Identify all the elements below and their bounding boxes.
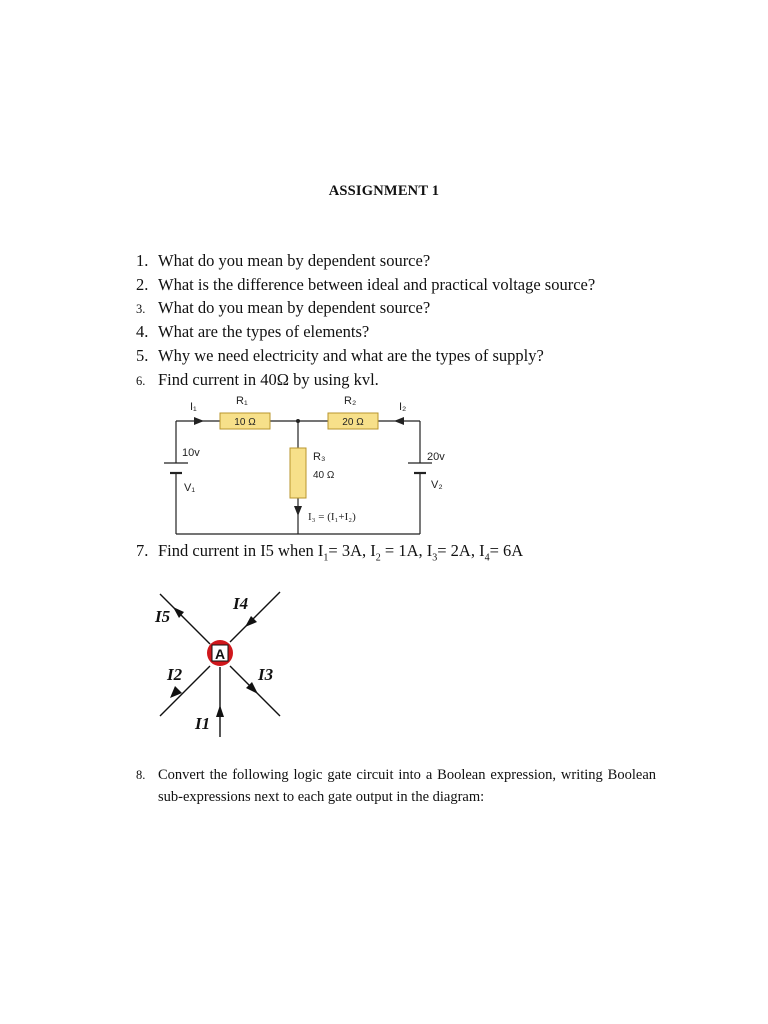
- subscript: 3: [432, 552, 438, 564]
- kvl-circuit-diagram: [150, 392, 450, 542]
- question-1: [136, 251, 430, 271]
- label-r2-value: 20 Ω: [342, 417, 364, 428]
- label-v2-value: 20v: [427, 451, 445, 463]
- question-text: What do you mean by dependent source?: [158, 298, 431, 317]
- resistor-r3: [290, 448, 306, 498]
- question-7: [136, 541, 523, 568]
- arrow-icon-i1: [216, 705, 224, 717]
- question-5: [136, 346, 544, 366]
- question-number: 8.: [136, 768, 146, 782]
- question-text: Why we need electricity and what are the types of supply?: [158, 346, 544, 365]
- page-title: ASSIGNMENT 1: [328, 183, 440, 199]
- subscript: 1: [323, 552, 329, 564]
- question-number: 6.: [136, 374, 146, 388]
- question-number: 1.: [136, 251, 149, 270]
- question-text: = 1A, I: [380, 541, 433, 560]
- question-text: Find current in 40Ω by using kvl.: [158, 370, 379, 389]
- label-r3-value: 40 Ω: [313, 470, 335, 481]
- question-number: 3.: [136, 302, 146, 316]
- question-number: 4.: [136, 322, 149, 341]
- question-text: = 3A, I: [328, 541, 376, 560]
- arrow-right-icon: [194, 417, 204, 425]
- label-r1: R₁: [236, 395, 248, 407]
- subscript: 2: [375, 552, 381, 564]
- question-text: What do you mean by dependent source?: [158, 251, 431, 270]
- label-i4: I4: [233, 594, 249, 613]
- label-r1-value: 10 Ω: [234, 417, 256, 428]
- question-text: Convert the following logic gate circuit into a Boolean expression, writing Boolean sub-expressions next to each gate output in the diagram:: [158, 767, 656, 805]
- label-r2: R₂: [344, 395, 357, 407]
- question-text: = 2A, I: [437, 541, 485, 560]
- label-v1-value: 10v: [182, 447, 200, 459]
- label-i1: I₁: [190, 401, 197, 413]
- label-v2: V₂: [431, 479, 443, 491]
- subscript: 4: [484, 552, 490, 564]
- label-i3: I3: [258, 665, 274, 684]
- kcl-node-diagram: [145, 582, 295, 742]
- question-text: = 6A: [489, 541, 524, 560]
- question-number: 5.: [136, 346, 149, 365]
- label-i2: I2: [167, 665, 183, 684]
- label-i1: I1: [195, 714, 211, 733]
- arrow-left-icon: [394, 417, 404, 425]
- question-3: [136, 298, 430, 319]
- question-6: [136, 370, 379, 391]
- question-text: What is the difference between ideal and practical voltage source?: [158, 275, 596, 294]
- label-i2: I₂: [399, 401, 407, 413]
- question-number: 7.: [136, 541, 149, 560]
- label-i5: I5: [155, 607, 171, 626]
- arrow-down-icon: [294, 506, 302, 516]
- node-label: A: [214, 646, 226, 662]
- label-i3: I₃ = (I₁+I₂): [308, 511, 356, 523]
- question-text: What are the types of elements?: [158, 322, 370, 341]
- question-2: [136, 275, 595, 295]
- label-v1: V₁: [184, 482, 196, 494]
- question-8: [136, 764, 656, 808]
- label-r3: R₃: [313, 451, 326, 463]
- question-text: Find current in I5 when I: [158, 541, 324, 560]
- question-4: [136, 322, 369, 342]
- question-number: 2.: [136, 275, 149, 294]
